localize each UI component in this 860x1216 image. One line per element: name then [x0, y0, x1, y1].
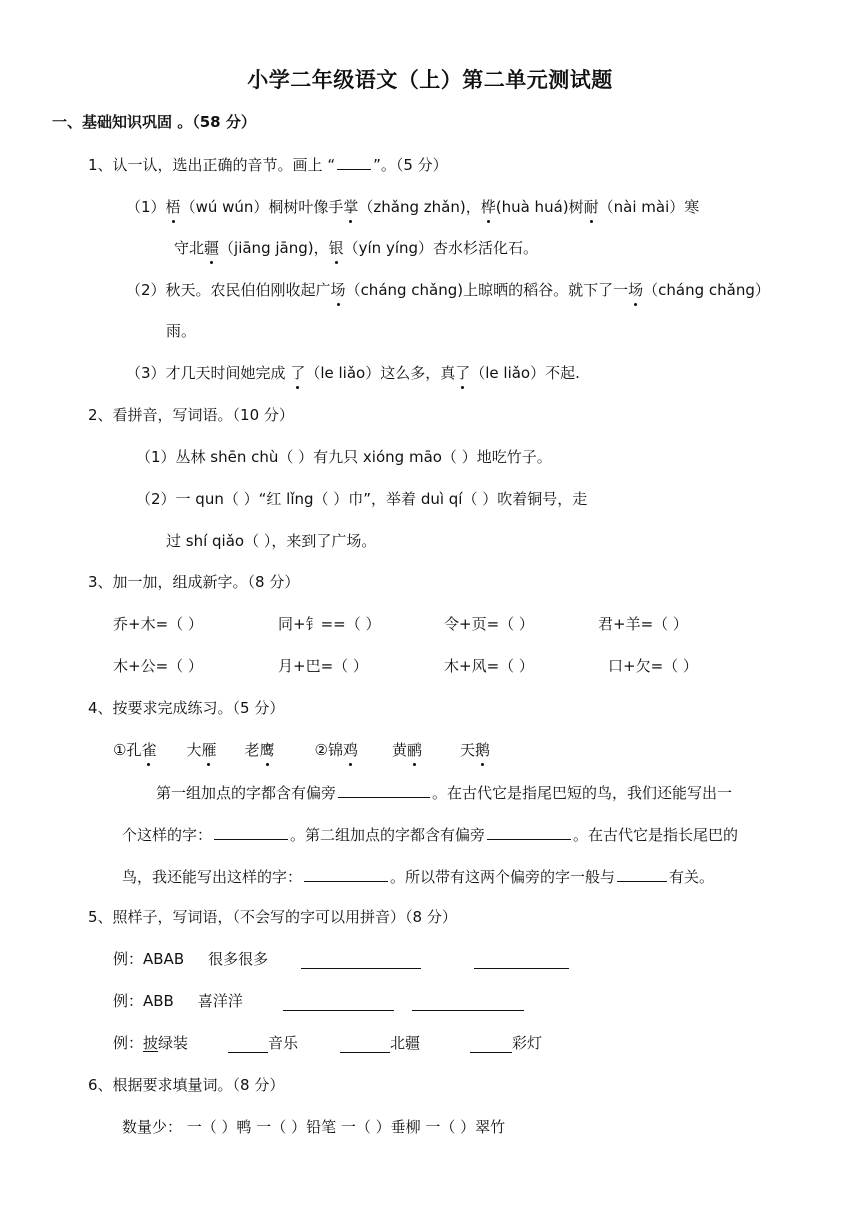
q5-answer-blank[interactable]	[301, 952, 421, 969]
page-title: 小学二年级语文（上）第二单元测试题	[247, 68, 613, 92]
q3-heading: 3、加一加，组成新字。（8 分）	[88, 573, 300, 591]
q4-answer-blank[interactable]	[617, 865, 667, 882]
q5-answer-blank[interactable]	[228, 1036, 268, 1053]
q2-line-1: （1）丛林 shēn chù（ ）有九只 xióng māo（ ）地吃竹子。	[136, 448, 552, 466]
q6-heading: 6、根据要求填量词。（8 分）	[88, 1076, 285, 1094]
q1-dotted-char: 梧	[165, 198, 181, 216]
q1-dotted-char: 了	[455, 364, 471, 382]
q4-g-i: 黄	[392, 741, 408, 759]
q4-p1b: 。在古代它是指尾巴短的鸟，我们还能写出一	[432, 784, 733, 802]
q5-ex3-d: 音乐	[268, 1034, 299, 1052]
q1-line-4: 雨。	[166, 322, 197, 340]
q4-dotted-char: 鹂	[407, 741, 423, 759]
q1-l2-e: （yín yíng）杏水杉活化石。	[343, 239, 539, 257]
q1-l1-c: （wú wún）桐树叶像手	[180, 198, 344, 216]
q1-mark-blank	[337, 153, 371, 170]
q1-heading-end: ”。（5 分）	[373, 156, 448, 174]
q4-dotted-char: 雀	[141, 741, 157, 759]
q4-para-2	[122, 823, 738, 846]
q5-example-abb	[113, 990, 243, 1012]
q1-heading	[88, 153, 448, 176]
q4-answer-blank[interactable]	[487, 823, 571, 840]
q5-ex3-label: 例：	[113, 1034, 144, 1052]
q1-l5-a: （3）才几天时间她完成	[126, 364, 291, 382]
q1-l5-c: （le liǎo）这么多，真	[305, 364, 456, 382]
q4-g-c: 大	[186, 741, 202, 759]
q5-ex2-word: 喜洋洋	[197, 992, 243, 1010]
q4-p3b: 。所以带有这两个偏旁的字一般与	[390, 868, 616, 886]
q3-item: 令+页=（ ）	[444, 615, 534, 633]
q1-l3-a: （2）秋天。农民伯伯刚收起广	[126, 281, 331, 299]
q5-ex2-label: 例：ABB	[113, 992, 174, 1010]
q1-dotted-char: 场	[628, 281, 644, 299]
q1-l2-a: 守北	[174, 239, 205, 257]
q5-ex3-underlined: 披	[143, 1034, 159, 1052]
q4-p1a: 第一组加点的字都含有偏旁	[156, 784, 337, 802]
q1-line-1	[126, 196, 699, 218]
q4-answer-blank[interactable]	[214, 823, 288, 840]
q1-dotted-char: 了	[290, 364, 306, 382]
q4-answer-blank[interactable]	[304, 865, 388, 882]
q1-dotted-char: 银	[328, 239, 344, 257]
q1-l2-c: （jiāng jāng)，	[219, 239, 329, 257]
q1-line-5	[126, 362, 580, 384]
q1-l1-a: （1）	[126, 198, 166, 216]
q4-g-e: 老	[244, 741, 260, 759]
q1-dotted-char: 桦	[480, 198, 496, 216]
q4-g-g: ②锦	[314, 741, 343, 759]
q1-dotted-char: 耐	[583, 198, 599, 216]
q5-answer-blank[interactable]	[283, 994, 394, 1011]
q5-heading: 5、照样子，写词语，（不会写的字可以用拼音）（8 分）	[88, 908, 457, 926]
q1-dotted-char: 疆	[204, 239, 220, 257]
q4-dotted-char: 鹅	[475, 741, 491, 759]
q5-answer-blank[interactable]	[470, 1036, 512, 1053]
section-heading-basics: 一、基础知识巩固 。（58 分）	[52, 113, 256, 131]
q4-p3a: 鸟，我还能写出这样的字：	[122, 868, 303, 886]
q3-item: 口+欠=（ ）	[608, 657, 698, 675]
q2-line-2: （2）一 qun（ ）“红 lǐng（ ）巾”，举着 duì qí（ ）吹着铜号，走	[136, 490, 588, 508]
q3-item: 月+巴=（ ）	[278, 657, 368, 675]
q4-p2b: 。第二组加点的字都含有偏旁	[290, 826, 486, 844]
q1-line-2	[174, 237, 538, 259]
q1-l5-e: （le liǎo）不起.	[470, 364, 580, 382]
q5-answer-blank[interactable]	[340, 1036, 390, 1053]
q5-ex3-f: 彩灯	[512, 1034, 543, 1052]
q4-dotted-char: 鹰	[259, 741, 275, 759]
q5-example-abab	[113, 948, 268, 970]
q3-item: 君+羊=（ ）	[598, 615, 688, 633]
q4-g-a: ①孔	[113, 741, 142, 759]
q1-heading-text: 1、认一认，选出正确的音节。画上 “	[88, 156, 336, 174]
q4-g-k: 天	[460, 741, 476, 759]
q1-dotted-char: 掌	[343, 198, 359, 216]
q5-ex1-label: 例：ABAB	[113, 950, 185, 968]
q4-answer-blank[interactable]	[338, 781, 430, 798]
q3-item: 木+风=（ ）	[444, 657, 534, 675]
q4-para-3	[122, 865, 714, 888]
q5-example-verb	[113, 1032, 188, 1054]
q1-l3-c: （cháng chǎng)上晾晒的稻谷。就下了一	[345, 281, 629, 299]
q4-heading: 4、按要求完成练习。（5 分）	[88, 699, 285, 717]
q5-ex3-word: 绿装	[158, 1034, 189, 1052]
q5-answer-blank[interactable]	[412, 994, 524, 1011]
q4-dotted-char: 雁	[201, 741, 217, 759]
q5-ex3-e: 北疆	[390, 1034, 421, 1052]
q1-l1-g: (huà huá)树	[495, 198, 584, 216]
q6-line-1: 数量少： 一（ ）鸭 一（ ）铅笔 一（ ）垂柳 一（ ）翠竹	[122, 1118, 506, 1136]
q3-item: 同+钅==（ ）	[278, 615, 381, 633]
q4-dotted-char: 鸡	[342, 741, 358, 759]
q4-p2c: 。在古代它是指长尾巴的	[573, 826, 739, 844]
q1-l3-e: （cháng chǎng）	[643, 281, 770, 299]
q4-groups	[113, 739, 490, 761]
q3-item: 木+公=（ ）	[113, 657, 203, 675]
q2-line-3: 过 shí qiǎo（ ），来到了广场。	[166, 532, 377, 550]
q1-line-3	[126, 279, 770, 301]
q5-answer-blank[interactable]	[474, 952, 569, 969]
q1-dotted-char: 场	[330, 281, 346, 299]
q1-l1-i: （nài mài）寒	[598, 198, 700, 216]
q4-p2a: 个这样的字：	[122, 826, 213, 844]
q2-heading: 2、看拼音，写词语。（10 分）	[88, 406, 294, 424]
q1-l1-e: （zhǎng zhǎn)，	[358, 198, 481, 216]
q4-para-1	[156, 781, 732, 804]
q4-p3c: 有关。	[669, 868, 715, 886]
q3-item: 乔+木=（ ）	[113, 615, 203, 633]
q5-ex1-word: 很多很多	[208, 950, 269, 968]
